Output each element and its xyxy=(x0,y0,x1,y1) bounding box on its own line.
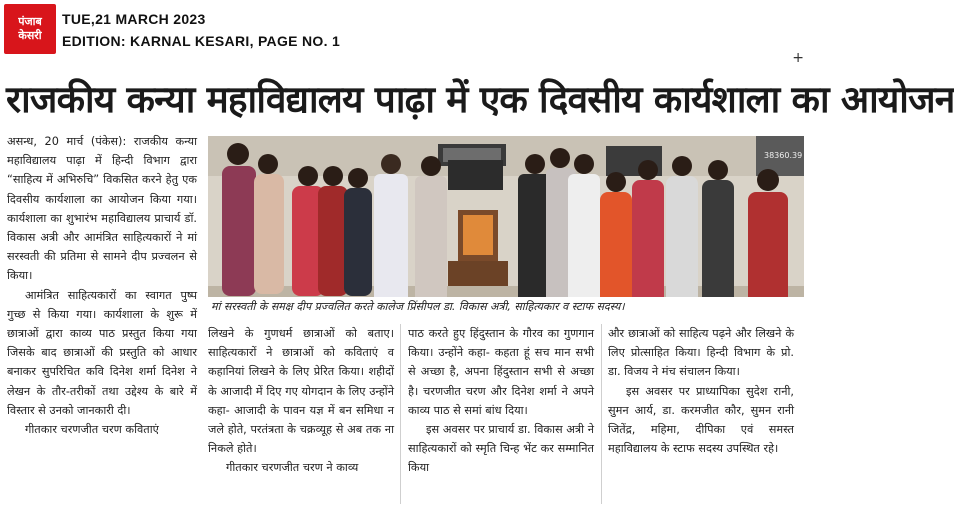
newspaper-logo xyxy=(4,4,56,54)
col1-paragraph-3: गीतकार चरणजीत चरण कविताएं xyxy=(25,423,159,437)
photo-caption: मां सरस्वती के समक्ष दीप प्रज्वलित करते कालेज प्रिंसीपल डा. विकास अत्री, साहित्यकार व स्टाफ सदस्य। xyxy=(208,297,804,317)
edition-meta xyxy=(62,8,340,52)
event-photo xyxy=(208,136,804,316)
col4-paragraph-1: और छात्राओं को साहित्य पढ़ने और लिखने के लिए प्रोत्साहित किया। हिन्दी विभाग के प्रो. डा. विजय ने मंच संचालन किया। xyxy=(608,327,794,379)
article-column-2 xyxy=(208,324,394,478)
col3-paragraph-2: इस अवसर पर प्राचार्य डा. विकास अत्री ने साहित्यकारों को स्मृति चिन्ह भेंट कर सम्मानित किया xyxy=(408,423,594,475)
article-column-1 xyxy=(7,132,197,439)
article-column-4 xyxy=(608,324,794,458)
col2-paragraph-1: लिखने के गुणधर्म छात्राओं को बताए। साहित्यकारों ने छात्राओं को कविताएं व कहानियां लिखने के लिए प्रेरित किया। शहीदों के आजादी में दिए गए योगदान के लिए उन्होंने कहा- आजादी के पावन यज्ञ में बन समिधा न जले होते, परतंत्रता के चक्रव्यूह से अब तक ना निकले होते। xyxy=(208,327,394,456)
edition-info: EDITION: KARNAL KESARI, PAGE NO. 1 xyxy=(62,33,341,49)
column-divider xyxy=(400,324,401,504)
article-headline: राजकीय कन्या महाविद्यालय पाढ़ा में एक दिवसीय कार्यशाला का आयोजन xyxy=(6,78,954,121)
logo-line-1: पंजाब xyxy=(18,15,42,28)
column-divider xyxy=(601,324,602,504)
wall-sign-text: 38360.39 xyxy=(764,151,803,160)
logo-line-2: केसरी xyxy=(18,29,42,42)
col4-paragraph-2: इस अवसर पर प्राध्यापिका सुदेश रानी, सुमन आर्य, डा. करमजीत कौर, सुमन रानी जितेंद्र, महिमा, दीपिका एवं समस्त महाविद्यालय के स्टाफ सदस्य उपस्थित रहे। xyxy=(608,384,794,456)
col1-paragraph-2: आमंत्रित साहित्यकारों का स्वागत पुष्प गुच्छ से किया गया। कार्यशाला के शुरू में छात्राओं द्वारा काव्य पाठ प्रस्तुत किया गया जिसके बाद छात्राओं की प्रस्तुति को आधार बनाकर सुपरिचित कवि दिनेश शर्मा दिनेश ने लेखन के तौर-तरीकों तथा उद्देश्य के बारे में विस्तार से उनको जानकारी दी। xyxy=(7,288,197,417)
col3-paragraph-1: पाठ करते हुए हिंदुस्तान के गौरव का गुणगान किया। उन्होंने कहा- कहता हूं सच मान सभी से अच्छा है, अपना हिंदुस्तान सभी से अच्छा है। चरणजीत चरण और दिनेश शर्मा ने अपने काव्य पाठ से समां बांध दिया। xyxy=(408,327,594,417)
col2-paragraph-2: गीतकार चरणजीत चरण ने काव्य xyxy=(226,461,359,475)
article-column-3 xyxy=(408,324,594,478)
edition-header xyxy=(0,0,810,66)
edition-date: TUE,21 MARCH 2023 xyxy=(62,11,206,27)
col1-paragraph-1: असन्ध, 20 मार्च (पंकेस): राजकीय कन्या महाविद्यालय पाढ़ा में हिन्दी विभाग द्वारा “साहित्य में अभिरुचि” विकसित करने हेतु एक दिवसीय कार्यशाला का आयोजन किया गया। कार्यशाला का शुभारंभ महाविद्यालय प्राचार्य डॉ. विकास अत्री और आमंत्रित साहित्यकारों ने मां सरस्वती की प्रतिमा से सामने दीप प्रज्वलन से किया। xyxy=(7,135,197,283)
crop-mark-icon: + xyxy=(792,50,804,66)
group-photo-image xyxy=(208,136,804,316)
